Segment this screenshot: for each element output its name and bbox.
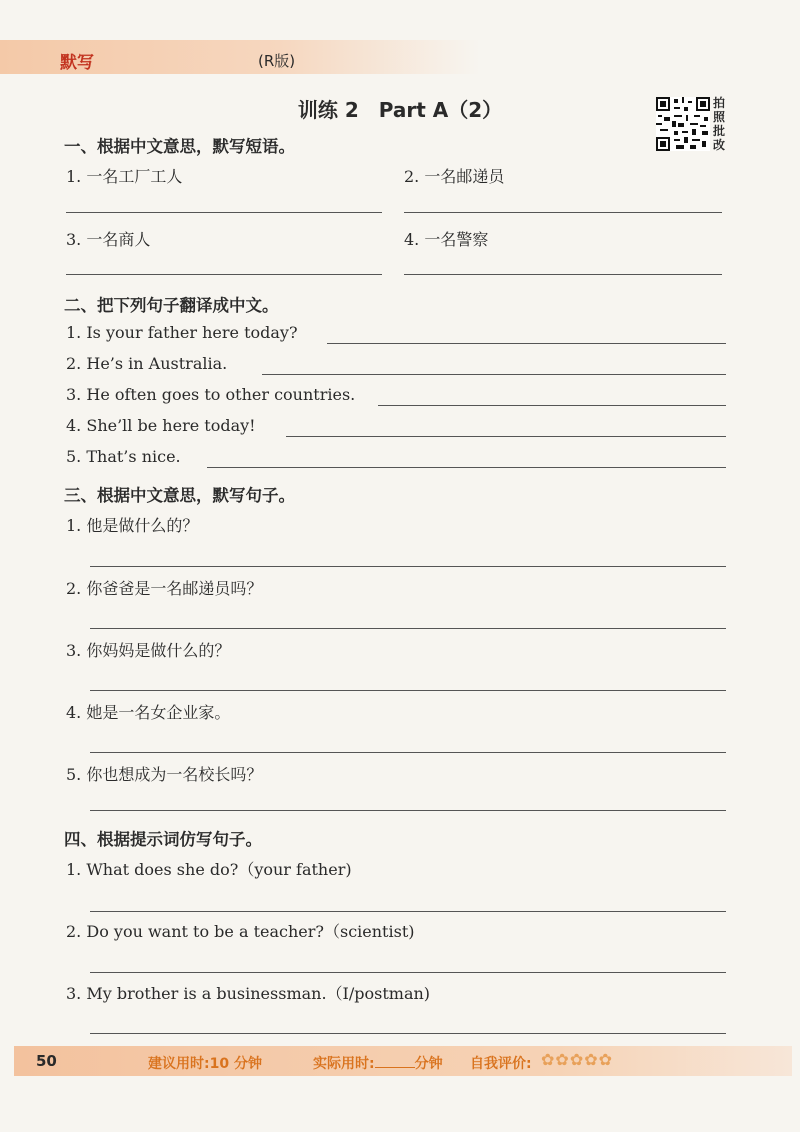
item-text: 她是一名女企业家。: [86, 703, 231, 722]
brand-label: 默写: [60, 53, 94, 73]
s1-item-4: [404, 227, 488, 250]
qr-caption-char: 照: [713, 110, 726, 124]
section2-heading: 二、把下列句子翻译成中文。: [64, 296, 279, 315]
qr-caption-char: 拍: [713, 96, 726, 110]
s2-item-5: [66, 447, 181, 466]
s3-item-2: [66, 576, 262, 599]
edition-label: (R版): [258, 52, 296, 70]
s1-item-1: [66, 164, 182, 187]
answer-line[interactable]: [90, 752, 726, 753]
answer-line[interactable]: [327, 343, 726, 344]
item-text: Do you want to be a teacher?（scientist): [86, 922, 415, 941]
answer-line[interactable]: [378, 405, 726, 406]
page-number: 50: [36, 1052, 57, 1070]
answer-line[interactable]: [66, 274, 382, 275]
item-number: 3.: [66, 230, 82, 249]
item-number: 5.: [66, 447, 82, 466]
answer-line[interactable]: [90, 911, 726, 912]
s2-item-2: [66, 354, 227, 373]
qr-caption-char: 改: [713, 138, 726, 152]
item-number: 3.: [66, 984, 82, 1003]
item-text: He often goes to other countries.: [86, 385, 356, 404]
item-number: 5.: [66, 765, 82, 784]
item-text: 一名警察: [424, 230, 489, 249]
answer-line[interactable]: [262, 374, 726, 375]
answer-line[interactable]: [90, 566, 726, 567]
section4-heading: 四、根据提示词仿写句子。: [64, 830, 262, 849]
item-number: 3.: [66, 641, 82, 660]
item-number: 1.: [66, 516, 82, 535]
item-text: 你爸爸是一名邮递员吗？: [86, 579, 263, 598]
answer-line[interactable]: [404, 274, 722, 275]
actual-time: [313, 1053, 443, 1073]
qr-caption-char: 批: [713, 124, 726, 138]
answer-line[interactable]: [404, 212, 722, 213]
s3-item-1: [66, 513, 198, 536]
actual-time-blank[interactable]: [375, 1055, 415, 1068]
s1-item-2: [404, 164, 504, 187]
s1-item-3: [66, 227, 150, 250]
item-text: He’s in Australia.: [86, 354, 228, 373]
item-text: What does she do?（your father): [86, 860, 352, 879]
rating-stars[interactable]: ✿✿✿✿✿: [541, 1050, 614, 1069]
item-number: 1.: [66, 323, 82, 342]
s4-item-1: [66, 857, 352, 880]
qr-code-icon[interactable]: [656, 97, 710, 151]
self-eval-label: 自我评价:: [470, 1056, 532, 1072]
item-text: 你也想成为一名校长吗？: [86, 765, 263, 784]
s2-item-1: [66, 323, 298, 342]
page-title: 训练 2 Part A（2）: [297, 98, 503, 122]
answer-line[interactable]: [90, 1033, 726, 1034]
item-number: 3.: [66, 385, 82, 404]
item-text: 一名邮递员: [424, 167, 505, 186]
header-bar: [0, 40, 800, 74]
actual-time-unit: 分钟: [414, 1056, 443, 1072]
answer-line[interactable]: [90, 628, 726, 629]
qr-caption: [713, 96, 729, 152]
item-text: 一名商人: [86, 230, 151, 249]
item-number: 4.: [404, 230, 420, 249]
suggested-time: 建议用时:10 分钟: [148, 1056, 262, 1072]
answer-line[interactable]: [90, 972, 726, 973]
item-number: 4.: [66, 416, 82, 435]
item-number: 1.: [66, 860, 82, 879]
item-number: 4.: [66, 703, 82, 722]
s4-item-2: [66, 919, 415, 942]
s2-item-3: [66, 385, 355, 404]
section3-heading: 三、根据中文意思，默写句子。: [64, 486, 295, 505]
s2-item-4: [66, 416, 256, 435]
item-number: 2.: [66, 579, 82, 598]
item-text: 你妈妈是做什么的？: [86, 641, 231, 660]
item-number: 2.: [66, 354, 82, 373]
answer-line[interactable]: [286, 436, 726, 437]
answer-line[interactable]: [207, 467, 726, 468]
item-text: My brother is a businessman.（I/postman): [86, 984, 431, 1003]
item-text: That’s nice.: [86, 447, 181, 466]
item-text: 一名工厂工人: [86, 167, 183, 186]
s3-item-5: [66, 762, 262, 785]
s3-item-4: [66, 700, 230, 723]
actual-time-label: 实际用时:: [313, 1056, 375, 1072]
item-text: Is your father here today?: [86, 323, 298, 342]
s3-item-3: [66, 638, 230, 661]
section1-heading: 一、根据中文意思，默写短语。: [64, 137, 295, 156]
answer-line[interactable]: [90, 810, 726, 811]
item-number: 2.: [404, 167, 420, 186]
s4-item-3: [66, 981, 430, 1004]
item-number: 1.: [66, 167, 82, 186]
answer-line[interactable]: [90, 690, 726, 691]
item-text: She’ll be here today!: [86, 416, 256, 435]
item-number: 2.: [66, 922, 82, 941]
answer-line[interactable]: [66, 212, 382, 213]
item-text: 他是做什么的？: [86, 516, 199, 535]
